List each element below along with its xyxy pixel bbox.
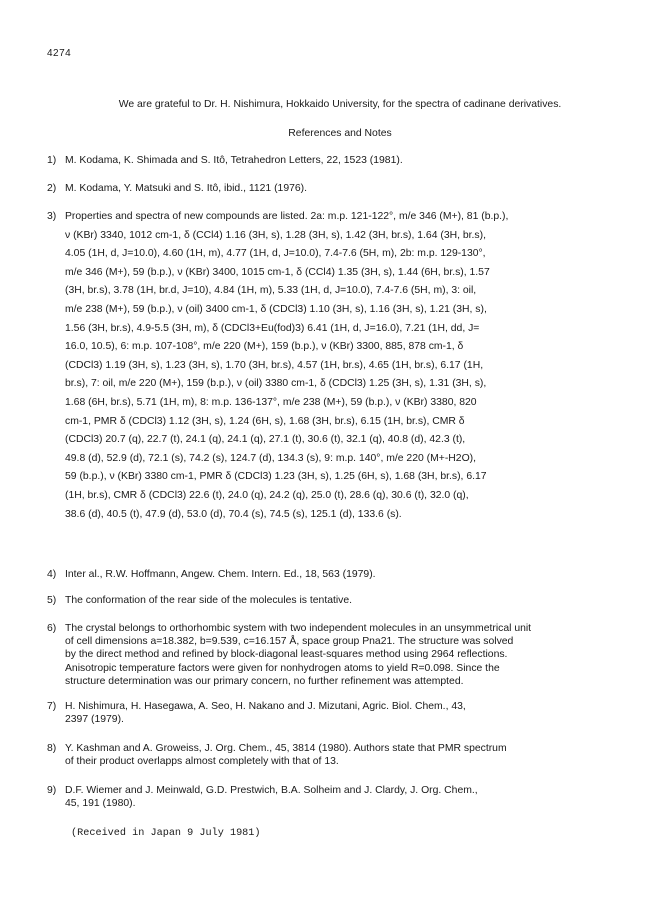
- reference-line: (1H, br.s), CMR δ (CDCl3) 22.6 (t), 24.0 (q), 24.2 (q), 25.0 (t), 28.6 (q), 30.6 (t), 32.0 (q),: [65, 489, 469, 501]
- reference-line: m/e 238 (M+), 59 (b.p.), ν (oil) 3400 cm-1, δ (CDCl3) 1.10 (3H, s), 1.16 (3H, s), 1.21 (3H, s),: [65, 303, 487, 315]
- reference-line: of their product overlapps almost completely with that of 13.: [65, 756, 339, 768]
- reference-line: (CDCl3) 20.7 (q), 22.7 (t), 24.1 (q), 24.1 (q), 27.1 (t), 30.6 (t), 32.1 (q), 40.8 (d), 42.3 (t),: [65, 434, 466, 446]
- reference-number: 2): [47, 183, 57, 194]
- reference-line: 49.8 (d), 52.9 (d), 72.1 (s), 74.2 (s), 124.7 (d), 134.3 (s), 9: m.p. 140°, m/e 220 (M+-H2O),: [65, 452, 477, 464]
- reference-line: 59 (b.p.), ν (KBr) 3380 cm-1, PMR δ (CDCl3) 1.23 (3H, s), 1.25 (6H, s), 1.68 (3H, br.s), 6.17: [65, 471, 487, 483]
- reference-number: 8): [47, 743, 57, 754]
- reference-line: 4.05 (1H, d, J=10.0), 4.60 (1H, m), 4.77 (1H, d, J=10.0), 7.4-7.6 (5H, m), 2b: m.p. 129-130°,: [65, 248, 486, 260]
- reference-line: br.s), 7: oil, m/e 220 (M+), 159 (b.p.), ν (oil) 3380 cm-1, δ (CDCl3) 1.25 (3H, s), 1.31 (3H, s),: [65, 378, 487, 390]
- reference-line: 45, 191 (1980).: [65, 798, 136, 810]
- reference-2: [47, 180, 627, 199]
- reference-line: by the direct method and refined by block-diagonal least-squares method using 2964 reflections.: [65, 649, 508, 661]
- reference-number: 1): [47, 155, 57, 166]
- reference-line: The conformation of the rear side of the molecules is tentative.: [65, 595, 353, 606]
- reference-line: 38.6 (d), 40.5 (t), 47.9 (d), 53.0 (d), 70.4 (s), 74.5 (s), 125.1 (d), 133.6 (s).: [65, 508, 402, 520]
- reference-line: ν (KBr) 3340, 1012 cm-1, δ (CCl4) 1.16 (3H, s), 1.28 (3H, s), 1.42 (3H, br.s), 1.64 (3H, br.s),: [65, 229, 486, 241]
- received-date: (Received in Japan 9 July 1981): [71, 828, 261, 839]
- reference-line: D.F. Wiemer and J. Meinwald, G.D. Prestwich, B.A. Solheim and J. Clardy, J. Org. Chem.,: [65, 785, 478, 796]
- reference-4: [47, 566, 627, 585]
- reference-line: (CDCl3) 1.19 (3H, s), 1.23 (3H, s), 1.70 (3H, br.s), 4.57 (1H, br.s), 4.65 (1H, br.s), 6.17 (1H,: [65, 359, 484, 371]
- reference-line: Inter al., R.W. Hoffmann, Angew. Chem. Intern. Ed., 18, 563 (1979).: [65, 569, 376, 580]
- reference-line: The crystal belongs to orthorhombic system with two independent molecules in an unsymmetrical unit: [65, 623, 532, 634]
- acknowledgement: We are grateful to Dr. H. Nishimura, Hokkaido University, for the spectra of cadinane derivatives.: [118, 99, 562, 110]
- reference-line: Y. Kashman and A. Groweiss, J. Org. Chem., 45, 3814 (1980). Authors state that PMR spectrum: [65, 743, 507, 754]
- reference-line: 2397 (1979).: [65, 714, 124, 726]
- reference-line: m/e 346 (M+), 59 (b.p.), ν (KBr) 3400, 1015 cm-1, δ (CCl4) 1.35 (3H, s), 1.44 (6H, br.s), 1.57: [65, 266, 490, 278]
- reference-line: 16.0, 10.5), 6: m.p. 107-108°, m/e 220 (M+), 159 (b.p.), ν (KBr) 3300, 885, 878 cm-1, δ: [65, 341, 464, 353]
- page-number: 4274: [47, 48, 72, 59]
- reference-line: Properties and spectra of new compounds are listed. 2a: m.p. 121-122°, m/e 346 (M+), 81 (b.p.),: [65, 211, 509, 222]
- reference-line: 1.56 (3H, br.s), 4.9-5.5 (3H, m), δ (CDCl3+Eu(fod)3) 6.41 (1H, d, J=16.0), 7.21 (1H, dd, J=: [65, 322, 480, 334]
- reference-line: of cell dimensions a=18.382, b=9.539, c=16.157 Å, space group Pna21. The structure was solved: [65, 636, 514, 648]
- references-heading: References and Notes: [288, 128, 392, 139]
- reference-3: [47, 208, 627, 524]
- reference-number: 4): [47, 569, 57, 580]
- reference-line: M. Kodama, K. Shimada and S. Itô, Tetrahedron Letters, 22, 1523 (1981).: [65, 155, 403, 166]
- reference-5: [47, 592, 627, 611]
- reference-8: [47, 742, 627, 768]
- reference-line: Anisotropic temperature factors were given for nonhydrogen atoms to yield R=0.098. Since the: [65, 662, 500, 674]
- reference-line: M. Kodama, Y. Matsuki and S. Itô, ibid., 1121 (1976).: [65, 183, 308, 194]
- reference-number: 7): [47, 701, 57, 712]
- reference-number: 9): [47, 785, 57, 796]
- reference-line: H. Nishimura, H. Hasegawa, A. Seo, H. Nakano and J. Mizutani, Agric. Biol. Chem., 43,: [65, 701, 466, 712]
- reference-7: [47, 700, 627, 726]
- reference-9: [47, 784, 627, 810]
- reference-1: [47, 152, 627, 171]
- reference-line: structure determination was our primary concern, no further refinement was attempted.: [65, 675, 464, 687]
- reference-number: 5): [47, 595, 57, 606]
- reference-number: 6): [47, 623, 57, 634]
- reference-line: cm-1, PMR δ (CDCl3) 1.12 (3H, s), 1.24 (6H, s), 1.68 (3H, br.s), 6.15 (1H, br.s), CMR δ: [65, 415, 465, 427]
- reference-line: 1.68 (6H, br.s), 5.71 (1H, m), 8: m.p. 136-137°, m/e 238 (M+), 59 (b.p.), ν (KBr) 3380, 820: [65, 396, 477, 408]
- reference-line: (3H, br.s), 3.78 (1H, br.d, J=10), 4.84 (1H, m), 5.33 (1H, d, J=10.0), 7.4-7.6 (5H, m), 3: oil,: [65, 285, 477, 297]
- reference-number: 3): [47, 211, 57, 222]
- reference-6: [47, 622, 627, 688]
